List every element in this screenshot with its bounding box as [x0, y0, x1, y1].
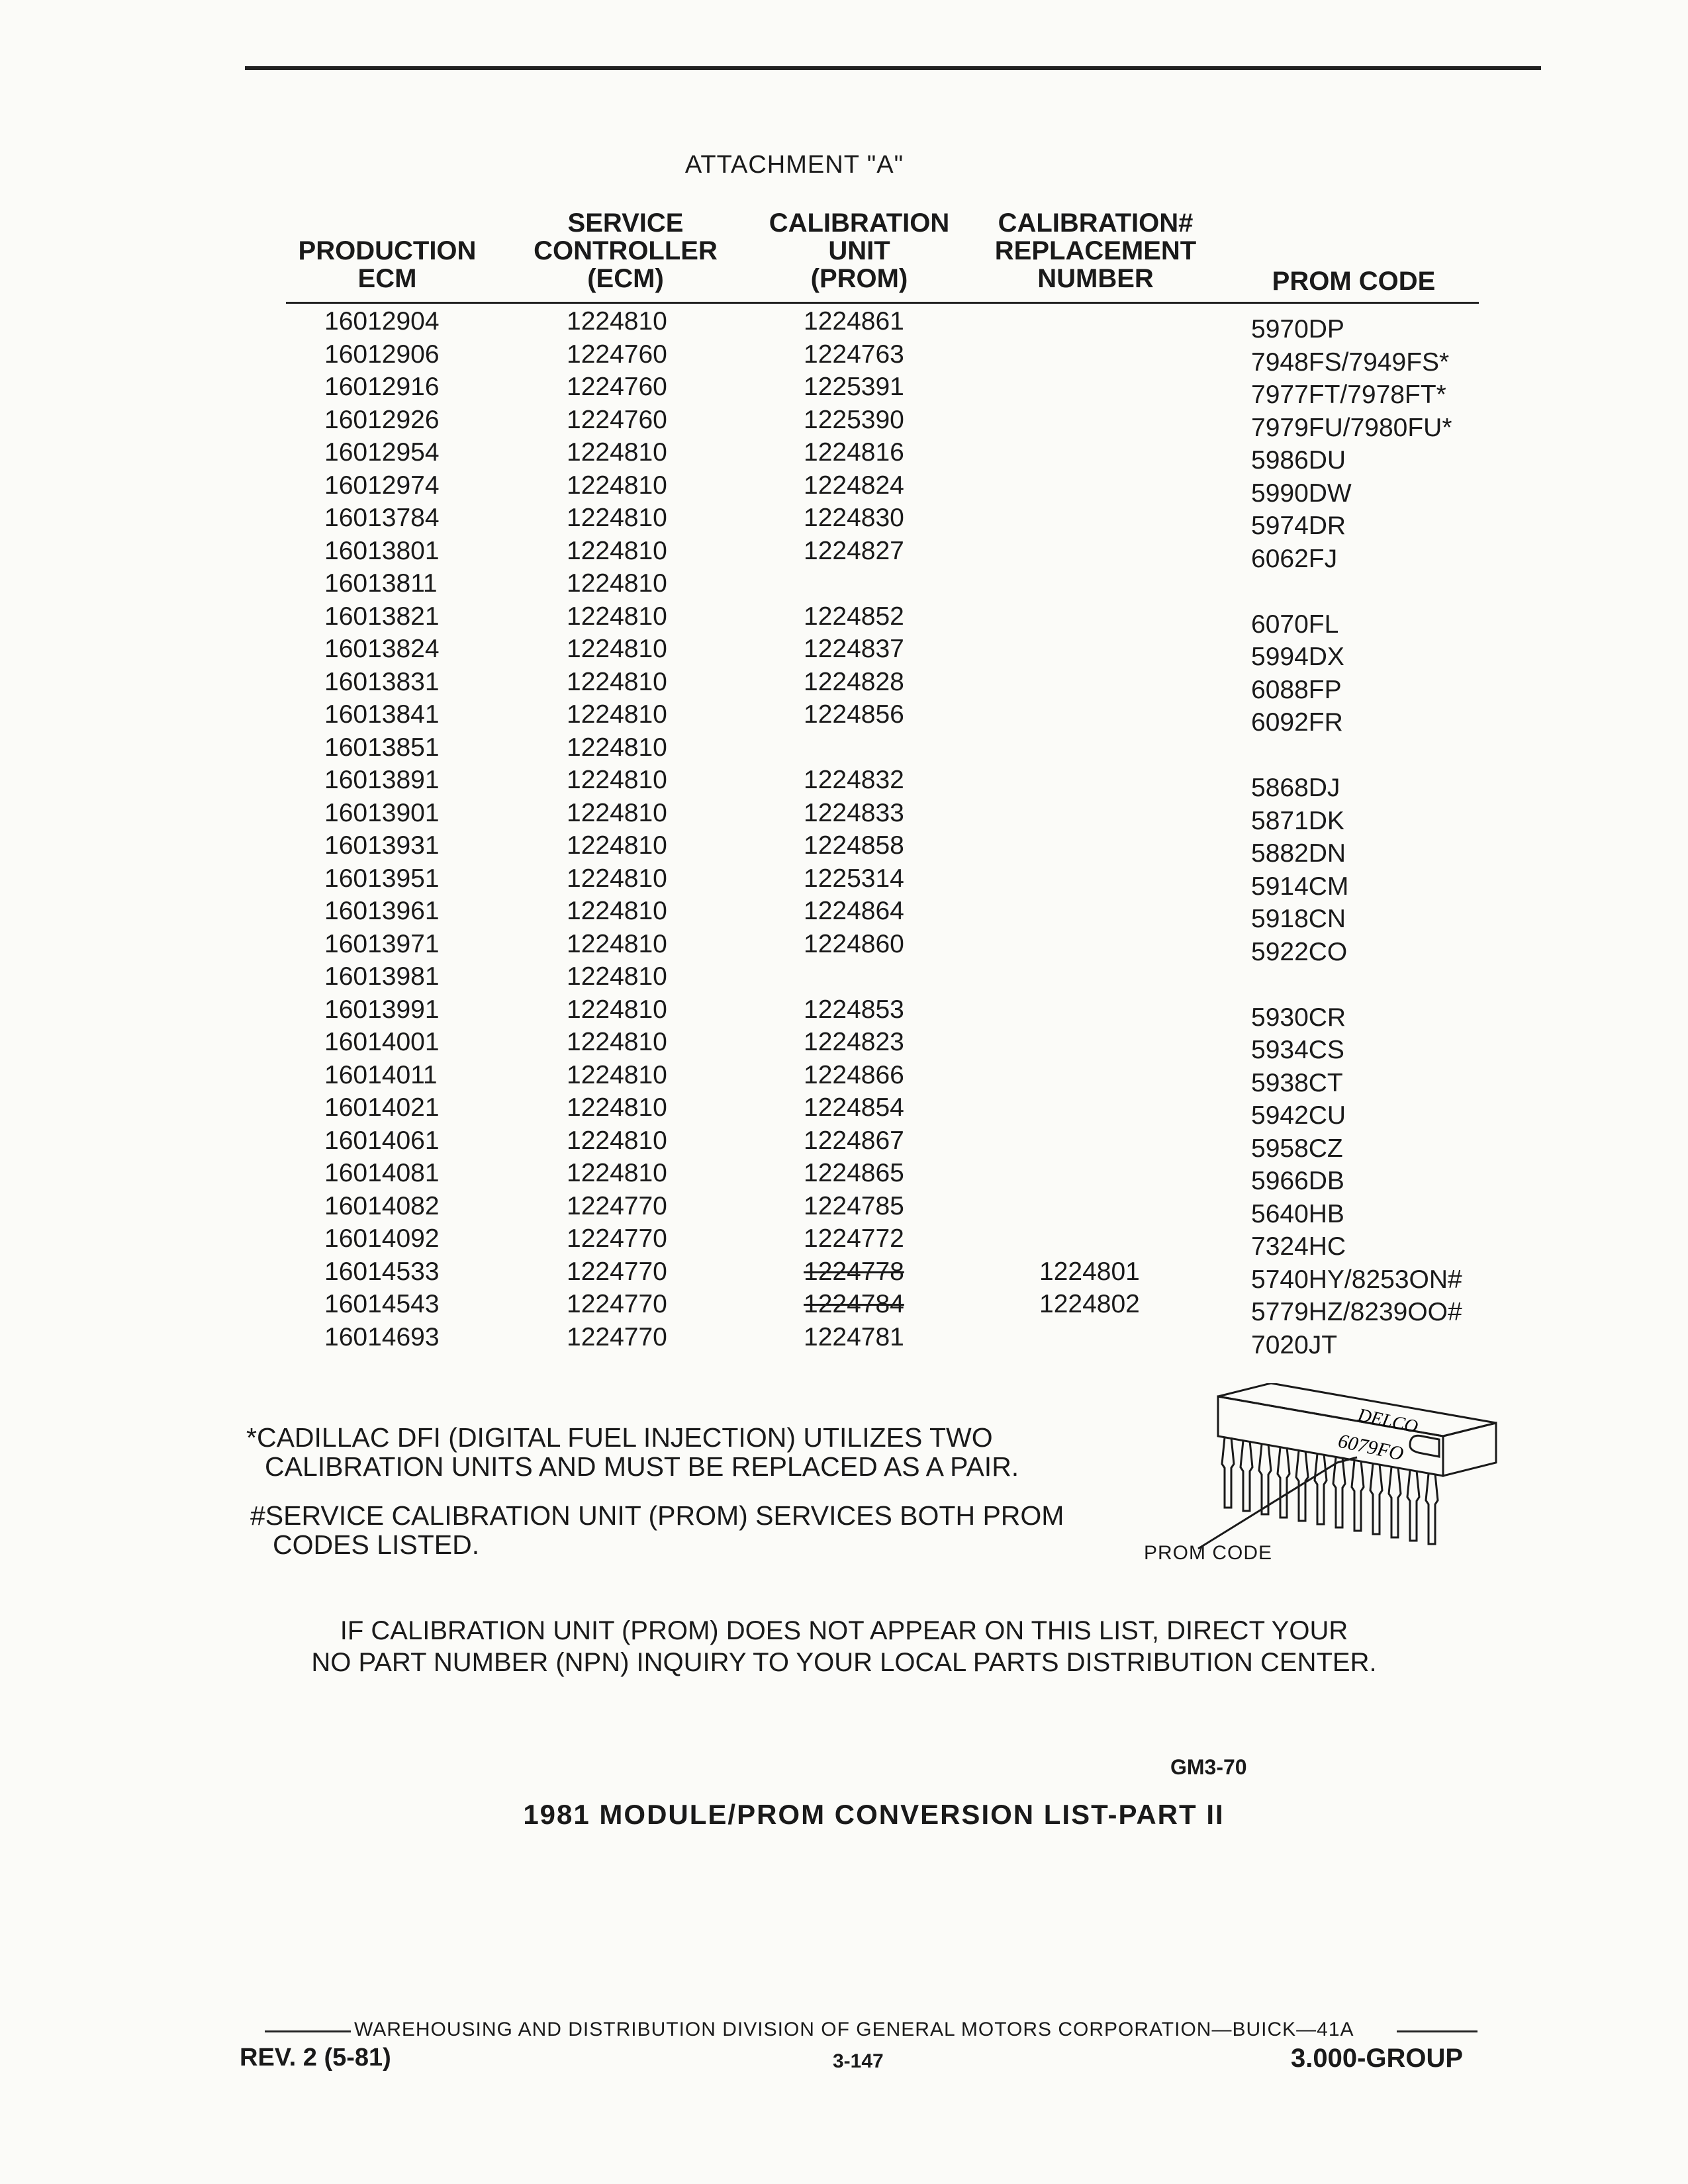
service-controller-cell: 1224810 — [567, 504, 667, 532]
service-controller-cell: 1224760 — [567, 340, 667, 369]
prom-code-cell: 5942CU — [1251, 1101, 1346, 1130]
npn-inquiry-note: IF CALIBRATION UNIT (PROM) DOES NOT APPEAR ON THIS LIST, DIRECT YOUR NO PART NUMBER (NPN) INQUIRY TO YOUR LOCAL PARTS DISTRIBUTION CENTER. — [311, 1616, 1377, 1677]
table-row — [0, 471, 1688, 508]
note-cadillac-dfi: *CADILLAC DFI (DIGITAL FUEL INJECTION) UTILIZES TWO CALIBRATION UNITS AND MUST BE REPLACED AS A PAIR. — [246, 1422, 1019, 1482]
production-ecm-cell: 16014021 — [324, 1093, 440, 1122]
service-controller-cell: 1224810 — [567, 1093, 667, 1122]
header-service-controller: SERVICE CONTROLLER (ECM) — [534, 208, 718, 293]
table-row — [0, 1093, 1688, 1130]
service-controller-cell: 1224810 — [567, 602, 667, 631]
production-ecm-cell: 16014001 — [324, 1028, 440, 1056]
production-ecm-cell: 16014543 — [324, 1290, 440, 1318]
table-row — [0, 1191, 1688, 1228]
production-ecm-cell: 16013971 — [324, 929, 440, 958]
prom-code-cell: 5882DN — [1251, 839, 1346, 868]
calibration-unit-cell: 1224833 — [804, 798, 904, 827]
table-row — [0, 700, 1688, 737]
prom-code-cell: 7324HC — [1251, 1232, 1346, 1261]
production-ecm-cell: 16014693 — [324, 1322, 440, 1351]
prom-code-cell: 6092FR — [1251, 708, 1343, 737]
prom-code-cell: 5914CM — [1251, 872, 1349, 901]
replacement-number-cell: 1224801 — [1039, 1257, 1140, 1286]
table-row — [0, 569, 1688, 602]
calibration-unit-cell: 1224823 — [804, 1028, 904, 1056]
calibration-unit-cell: 1224828 — [804, 667, 904, 696]
footer-dash-right — [1397, 2030, 1477, 2032]
table-row — [0, 798, 1688, 835]
production-ecm-cell: 16013831 — [324, 667, 440, 696]
prom-code-cell: 5934CS — [1251, 1036, 1344, 1064]
gm-code: GM3-70 — [1170, 1755, 1247, 1779]
chip-pin — [1370, 1464, 1382, 1534]
prom-code-cell: 7020JT — [1251, 1330, 1338, 1359]
table-row — [0, 766, 1688, 802]
header-calibration-unit: CALIBRATION UNIT (PROM) — [769, 208, 950, 293]
calibration-unit-cell: 1224781 — [804, 1322, 904, 1351]
table-row — [0, 438, 1688, 475]
calibration-unit-cell: 1224784 — [804, 1290, 904, 1318]
production-ecm-cell: 16013821 — [324, 602, 440, 631]
service-controller-cell: 1224810 — [567, 471, 667, 500]
production-ecm-cell: 16014011 — [324, 1060, 438, 1089]
production-ecm-cell: 16013991 — [324, 995, 440, 1024]
table-row — [0, 929, 1688, 966]
prom-code-cell: 6088FP — [1251, 675, 1342, 704]
top-rule — [245, 66, 1541, 70]
calibration-unit-cell: 1224816 — [804, 438, 904, 467]
table-row — [0, 962, 1688, 995]
calibration-unit-cell: 1224864 — [804, 897, 904, 925]
service-controller-cell: 1224810 — [567, 929, 667, 958]
page-number: 3-147 — [833, 2050, 884, 2072]
calibration-unit-cell: 1224861 — [804, 307, 904, 336]
service-controller-cell: 1224810 — [567, 864, 667, 893]
calibration-unit-cell: 1224772 — [804, 1224, 904, 1253]
calibration-unit-cell: 1224860 — [804, 929, 904, 958]
service-controller-cell: 1224760 — [567, 405, 667, 434]
service-controller-cell: 1224770 — [567, 1224, 667, 1253]
calibration-unit-cell: 1224865 — [804, 1159, 904, 1187]
chip-pin — [1241, 1441, 1252, 1511]
production-ecm-cell: 16012906 — [324, 340, 440, 369]
chip-pin — [1407, 1471, 1419, 1541]
production-ecm-cell: 16013824 — [324, 635, 440, 663]
production-ecm-cell: 16014092 — [324, 1224, 440, 1253]
calibration-unit-cell: 1225390 — [804, 405, 904, 434]
footer-division: WAREHOUSING AND DISTRIBUTION DIVISION OF GENERAL MOTORS CORPORATION—BUICK—41A — [354, 2019, 1354, 2040]
service-controller-cell: 1224810 — [567, 536, 667, 565]
production-ecm-cell: 16014082 — [324, 1191, 440, 1220]
table-row — [0, 995, 1688, 1032]
production-ecm-cell: 16014533 — [324, 1257, 440, 1286]
calibration-unit-cell: 1224837 — [804, 635, 904, 663]
note-service-calibration: #SERVICE CALIBRATION UNIT (PROM) SERVICES BOTH PROM CODES LISTED. — [250, 1500, 1064, 1560]
prom-code-cell: 5970DP — [1251, 315, 1344, 343]
table-row — [0, 536, 1688, 573]
prom-code-cell: 5930CR — [1251, 1003, 1346, 1032]
service-controller-cell: 1224810 — [567, 667, 667, 696]
table-row — [0, 1060, 1688, 1097]
service-controller-cell: 1224810 — [567, 1028, 667, 1056]
prom-code-cell: 6062FJ — [1251, 544, 1338, 573]
production-ecm-cell: 16013801 — [324, 536, 440, 565]
chip-code: 6079FO — [1336, 1430, 1406, 1465]
chip-pin — [1389, 1467, 1401, 1537]
calibration-unit-cell: 1224852 — [804, 602, 904, 631]
chip-pin — [1278, 1447, 1289, 1518]
attachment-title: ATTACHMENT "A" — [684, 151, 904, 179]
production-ecm-cell: 16013841 — [324, 700, 440, 729]
prom-code-cell: 5966DB — [1251, 1167, 1344, 1195]
production-ecm-cell: 16013901 — [324, 798, 440, 827]
table-row — [0, 340, 1688, 377]
chip-brand: DELCO — [1356, 1404, 1420, 1437]
prom-code-cell: 5740HY/8253ON# — [1251, 1265, 1462, 1294]
calibration-unit-cell: 1224866 — [804, 1060, 904, 1089]
production-ecm-cell: 16014061 — [324, 1126, 440, 1155]
prom-code-cell: 5640HB — [1251, 1199, 1344, 1228]
calibration-unit-cell: 1224830 — [804, 504, 904, 532]
prom-code-cell: 7979FU/7980FU* — [1251, 413, 1452, 442]
calibration-unit-cell: 1224785 — [804, 1191, 904, 1220]
prom-code-cell: 5974DR — [1251, 512, 1346, 540]
service-controller-cell: 1224810 — [567, 831, 667, 860]
service-controller-cell: 1224810 — [567, 700, 667, 729]
production-ecm-cell: 16012974 — [324, 471, 440, 500]
service-controller-cell: 1224810 — [567, 962, 667, 991]
production-ecm-cell: 16012926 — [324, 405, 440, 434]
production-ecm-cell: 16013851 — [324, 733, 440, 762]
page-title: 1981 MODULE/PROM CONVERSION LIST-PART II — [523, 1799, 1225, 1830]
table-row — [0, 602, 1688, 639]
service-controller-cell: 1224810 — [567, 798, 667, 827]
calibration-unit-cell: 1224778 — [804, 1257, 904, 1286]
service-controller-cell: 1224810 — [567, 1060, 667, 1089]
service-controller-cell: 1224770 — [567, 1290, 667, 1318]
table-row — [0, 1028, 1688, 1064]
production-ecm-cell: 16014081 — [324, 1159, 440, 1187]
header-prom-code: PROM CODE — [1272, 267, 1436, 296]
table-row — [0, 864, 1688, 901]
header-replacement-number: CALIBRATION# REPLACEMENT NUMBER — [994, 208, 1197, 293]
table-row — [0, 1322, 1688, 1359]
production-ecm-cell: 16013951 — [324, 864, 440, 893]
header-rule — [286, 302, 1479, 304]
chip-pin — [1315, 1454, 1327, 1524]
prom-code-cell: 6070FL — [1251, 610, 1339, 639]
table-row — [0, 667, 1688, 704]
service-controller-cell: 1224810 — [567, 635, 667, 663]
header-production-ecm: PRODUCTION ECM — [298, 236, 477, 293]
production-ecm-cell: 16012916 — [324, 373, 440, 401]
production-ecm-cell: 16013891 — [324, 766, 440, 794]
chip-pin — [1222, 1437, 1234, 1508]
service-controller-cell: 1224810 — [567, 1126, 667, 1155]
calibration-unit-cell: 1224827 — [804, 536, 904, 565]
calibration-unit-cell: 1225314 — [804, 864, 904, 893]
calibration-unit-cell: 1225391 — [804, 373, 904, 401]
production-ecm-cell: 16013784 — [324, 504, 440, 532]
service-controller-cell: 1224760 — [567, 373, 667, 401]
table-row — [0, 1290, 1688, 1326]
production-ecm-cell: 16013811 — [324, 569, 438, 598]
calibration-unit-cell: 1224856 — [804, 700, 904, 729]
calibration-unit-cell: 1224763 — [804, 340, 904, 369]
chip-pin — [1259, 1444, 1271, 1514]
table-row — [0, 1257, 1688, 1294]
calibration-unit-cell: 1224832 — [804, 766, 904, 794]
calibration-unit-cell: 1224854 — [804, 1093, 904, 1122]
chip-pin — [1296, 1451, 1308, 1521]
prom-code-cell: 5918CN — [1251, 905, 1346, 933]
calibration-unit-cell: 1224824 — [804, 471, 904, 500]
chip-pin — [1333, 1457, 1345, 1527]
table-row — [0, 733, 1688, 766]
table-row — [0, 635, 1688, 671]
prom-code-cell: 5922CO — [1251, 937, 1348, 966]
service-controller-cell: 1224770 — [567, 1191, 667, 1220]
prom-code-cell: 5871DK — [1251, 806, 1344, 835]
table-row — [0, 373, 1688, 409]
service-controller-cell: 1224810 — [567, 307, 667, 336]
prom-code-cell: 5986DU — [1251, 446, 1346, 475]
production-ecm-cell: 16013931 — [324, 831, 440, 860]
table-row — [0, 831, 1688, 868]
calibration-unit-cell: 1224853 — [804, 995, 904, 1024]
service-controller-cell: 1224810 — [567, 569, 667, 598]
revision-label: REV. 2 (5-81) — [240, 2044, 391, 2071]
table-row — [0, 405, 1688, 442]
prom-code-cell: 7948FS/7949FS* — [1251, 347, 1450, 377]
calibration-unit-cell: 1224867 — [804, 1126, 904, 1155]
conversion-table — [0, 307, 1688, 1359]
table-row — [0, 897, 1688, 933]
production-ecm-cell: 16013961 — [324, 897, 440, 925]
table-row — [0, 1224, 1688, 1261]
prom-code-cell: 5958CZ — [1251, 1134, 1343, 1163]
table-row — [0, 504, 1688, 540]
replacement-number-cell: 1224802 — [1039, 1290, 1140, 1318]
service-controller-cell: 1224810 — [567, 438, 667, 467]
production-ecm-cell: 16013981 — [324, 962, 440, 991]
chip-pin — [1352, 1461, 1364, 1531]
service-controller-cell: 1224770 — [567, 1322, 667, 1351]
service-controller-cell: 1224810 — [567, 733, 667, 762]
calibration-unit-cell: 1224858 — [804, 831, 904, 860]
table-row — [0, 307, 1688, 343]
table-row — [0, 1159, 1688, 1195]
production-ecm-cell: 16012954 — [324, 438, 440, 467]
prom-code-cell: 5779HZ/8239OO# — [1251, 1298, 1462, 1326]
service-controller-cell: 1224770 — [567, 1257, 667, 1286]
table-row — [0, 1126, 1688, 1163]
service-controller-cell: 1224810 — [567, 897, 667, 925]
service-controller-cell: 1224810 — [567, 995, 667, 1024]
prom-code-cell: 7977FT/7978FT* — [1251, 381, 1446, 409]
production-ecm-cell: 16012904 — [324, 307, 440, 336]
prom-code-cell: 5938CT — [1251, 1068, 1343, 1097]
prom-code-cell: 5990DW — [1251, 478, 1352, 508]
prom-code-cell: 5994DX — [1251, 643, 1344, 671]
service-controller-cell: 1224810 — [567, 1159, 667, 1187]
prom-code-cell: 5868DJ — [1251, 774, 1340, 802]
prom-code-label: PROM CODE — [1144, 1542, 1273, 1564]
group-label: 3.000-GROUP — [1291, 2044, 1464, 2073]
service-controller-cell: 1224810 — [567, 766, 667, 794]
footer-dash-left — [265, 2030, 351, 2032]
chip-pin — [1426, 1474, 1438, 1544]
